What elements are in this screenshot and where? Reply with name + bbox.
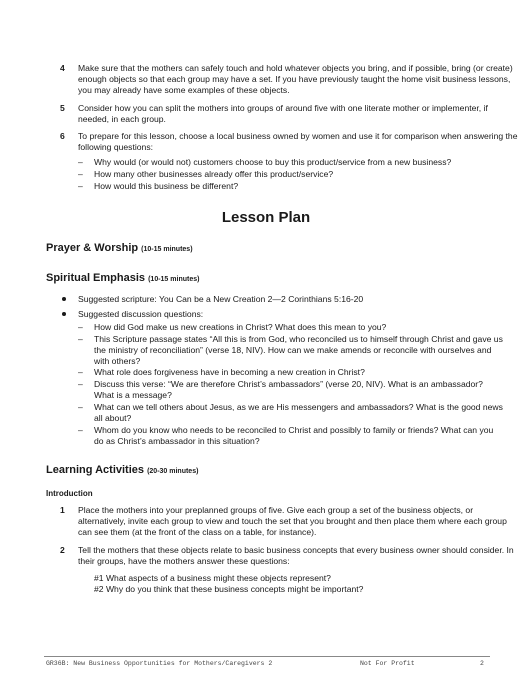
footer-left: GR36B: New Business Opportunities for Mothers/Caregivers 2 <box>46 660 273 667</box>
section-heading-spiritual <box>46 271 199 287</box>
dash-text: What role does forgiveness have in becoming a new creation in Christ? <box>94 367 365 377</box>
bullet-text: Suggested scripture: You Can be a New Creation 2—2 Corinthians 5:16-20 <box>78 294 364 304</box>
list-number: 5 <box>60 103 65 113</box>
dash-text: Whom do you know who needs to be reconciled to Christ and possibly to family or friends? What can you do as Christ’s ambassador in this situation? <box>94 425 494 446</box>
section-time: (10-15 minutes) <box>141 246 193 253</box>
list-text: To prepare for this lesson, choose a local business owned by women and use it for comparison when answering the following questions: <box>78 131 518 152</box>
dash-text: How many other businesses already offer this product/service? <box>94 169 334 179</box>
page-title: Lesson Plan <box>221 209 311 226</box>
dash-text: Discuss this verse: “We are therefore Christ’s ambassadors” (verse 20, NIV). What is an ambassador? What is a message? <box>94 379 483 400</box>
sub-question: #2 Why do you think that these business concepts might be important? <box>94 584 364 594</box>
list-number: 1 <box>60 505 65 515</box>
list-text: Place the mothers into your preplanned groups of five. Give each group a set of the business objects, or alternatively, invite each group to view and touch the set that you brought and then place them where each group can see them (at the front of the class on a table, for instance). <box>78 505 507 537</box>
document-page: 4 Make sure that the mothers can safely touch and hold whatever objects you bring, and if possible, bring (or create) enough objects so that each group may have a set. If you have previously taught the home visit business lessons, you may already have some examples of these objects. 5 Consider how you can split the mothers into groups of around five with one literate mother or implementer, if needed, in each group. 6 To prepare for this lesson, choose a local business owned by women and use it for comparison when answering the following questions: – Why would (or would not) customers choose to buy this product/service from a new business? – How many other businesses already offer this product/service? – How would this business be different? Lesson Plan Prayer & Worship (10-15 minutes) Spiritual Emphasis (10-15 minutes) Suggested scripture: You Can be a New Creation 2—2 Corinthians 5:16-20 Suggested discussion questions: – How did God make us new creations in Christ? What does this mean to you? – This Scripture passage states “All this is from God, who reconciled us to himself through Christ and gave us the ministry of reconciliation” (verse 18, NIV). How can we make amends or reconcile with ourselves and with others? – What role does forgiveness have in becoming a new creation in Christ? – Discuss this verse: “We are therefore Christ’s ambassadors” (verse 20, NIV). What is an ambassador? What is a message? – What can we tell others about Jesus, as we are His messengers and ambassadors? What is the good news all about? – Whom do you know who needs to be reconciled to Christ and possibly to family or friends? What can you do as Christ’s ambassador in this situation? Learning Activities (20-30 minutes) Introduction 1 Place the mothers into your preplanned groups of five. Give each group a set of the business objects, or alternatively, invite each group to view and touch the set that you brought and then place them where each group can see them (at the front of the class on a table, for instance). 2 Tell the mothers that these objects relate to basic business concepts that every business owner should consider. In their groups, have the mothers answer these questions: #1 What aspects of a business might these objects represent? #2 Why do you think that these business concepts might be important? GR36B: New Business Opportunities for Mothers/Caregivers 2 Not For Profit 2 <box>0 0 532 688</box>
dash-text: Why would (or would not) customers choose to buy this product/service from a new business? <box>94 157 452 167</box>
section-time: (10-15 minutes) <box>148 276 200 283</box>
bullet-icon <box>62 312 66 316</box>
list-number: 6 <box>60 131 65 141</box>
footer-page-number: 2 <box>480 660 484 667</box>
list-number: 2 <box>60 545 65 555</box>
list-text: Tell the mothers that these objects relate to basic business concepts that every business owner should consider. In their groups, have the mothers answer these questions: <box>78 545 514 566</box>
section-title: Learning Activities <box>46 464 145 476</box>
section-title: Prayer & Worship <box>46 242 139 254</box>
sub-question: #1 What aspects of a business might these objects represent? <box>94 573 331 583</box>
bullet-icon <box>62 297 66 301</box>
dash-text: This Scripture passage states “All this is from God, who reconciled us to himself through Christ and gave us the ministry of reconciliation” (verse 18, NIV). How can we make amends or reconcile with ourselves and with others? <box>94 334 503 366</box>
dash-text: How did God make us new creations in Christ? What does this mean to you? <box>94 322 387 332</box>
dash-text: How would this business be different? <box>94 181 239 191</box>
list-text: Consider how you can split the mothers into groups of around five with one literate mother or implementer, if needed, in each group. <box>78 103 488 124</box>
footer-center: Not For Profit <box>360 660 415 667</box>
section-heading-learning <box>46 463 198 479</box>
dash-text: What can we tell others about Jesus, as we are His messengers and ambassadors? What is the good news all about? <box>94 402 503 423</box>
subheading-introduction: Introduction <box>46 489 93 498</box>
list-number: 4 <box>60 63 65 73</box>
footer-divider <box>44 656 490 657</box>
section-heading-prayer <box>46 241 193 257</box>
section-title: Spiritual Emphasis <box>46 272 146 284</box>
bullet-text: Suggested discussion questions: <box>78 309 204 319</box>
list-text: Make sure that the mothers can safely touch and hold whatever objects you bring, and if possible, bring (or create) enough objects so that each group may have a set. If you have previously taught the home visit business lessons, you may already have some examples of these objects. <box>78 63 513 95</box>
section-time: (20-30 minutes) <box>147 468 199 475</box>
